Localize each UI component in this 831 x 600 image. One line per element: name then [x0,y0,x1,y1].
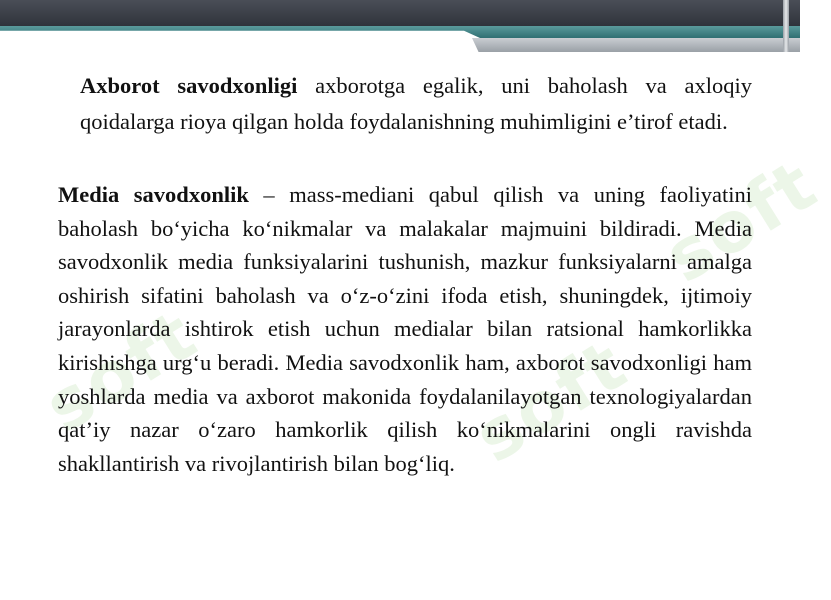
paragraph-media-literacy [58,178,752,480]
paragraph-information-literacy [80,68,752,139]
definition-media-literacy: – mass-mediani qabul qilish va uning faoliyatini baholash bo‘yicha ko‘nikmalar va malakalar majmuini bildiradi. Media savodxonlik media funksiyalarini tushunish, mazkur funksiyalarni amalga oshirish sifatini baholash va o‘z-o‘zini ifoda etish, shuningdek, ijtimoiy jarayonlarda ishtirok etish uchun medialar bilan ratsional hamkorlikka kirishishga urg‘u beradi. Media savodxonlik ham, axborot savodxonligi ham yoshlarda media va axborot makonida foydalanilayotgan texnologiyalardan qat’iy nazar o‘zaro hamkorlik qilish ko‘nikmalarini ongli ravishda shakllantirish va rivojlantirish bilan bog‘liq. [58,182,752,476]
slide-header-teal-band [0,26,800,38]
slide-header-bar [0,0,800,26]
watermark-logo: soft [30,293,212,449]
term-information-literacy: Axborot savodxonligi [80,73,298,98]
term-media-literacy: Media savodxonlik [58,182,249,207]
definition-information-literacy: axborotga egalik, uni baholash va axloqiy qoidalarga rioya qilgan holda foydalanishning muhimligini e’tirof etadi. [80,73,752,134]
watermark-logo: soft [650,143,831,299]
slide-header-grey-band [472,38,800,52]
watermark-logo: soft [460,323,642,479]
slide-header-accent [783,0,789,52]
